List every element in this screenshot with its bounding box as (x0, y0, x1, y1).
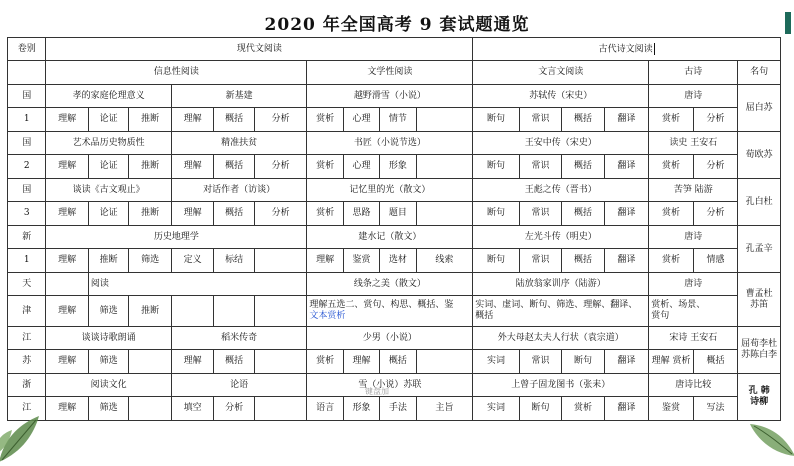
poem-text: 宋诗 王安石 (649, 327, 738, 350)
skill: 形象 (380, 155, 416, 179)
skill: 筛选 (88, 397, 128, 421)
info-text-a: 艺术品历史物质性 (46, 132, 171, 155)
wenyan-text: 王安中传（宋史） (473, 132, 649, 155)
skill: 鉴赏 (649, 397, 694, 421)
skill: 概括 (693, 350, 738, 374)
skill: 形象 (343, 397, 379, 421)
skill: 语言 (307, 397, 343, 421)
skill: 理解 (171, 108, 213, 132)
skill: 赏析 (307, 108, 343, 132)
skill: 推断 (129, 155, 171, 179)
empty-cell (171, 296, 213, 327)
skill: 断句 (473, 202, 520, 226)
skill: 常识 (519, 108, 561, 132)
skill: 概括 (562, 202, 604, 226)
table-row (8, 179, 781, 202)
skill: 分析 (693, 108, 738, 132)
skill: 线索 (416, 249, 473, 273)
skill: 理解 (46, 397, 88, 421)
region-cell: 3 (8, 202, 46, 226)
skill: 理解 (46, 202, 88, 226)
skill: 情节 (380, 108, 416, 132)
table-row (8, 327, 781, 350)
poem-text: 唐诗比较 (649, 374, 738, 397)
skill: 概括 (214, 350, 254, 374)
famous-authors: 孔白杜 (738, 179, 781, 226)
table-row (8, 202, 781, 226)
region-cell: 1 (8, 249, 46, 273)
page-title: 2020 年全国高考 9 套试题通览 (264, 15, 530, 35)
skill: 常识 (519, 350, 561, 374)
skill: 翻译 (604, 350, 649, 374)
famous-authors: 孔 韩 诗柳 (738, 374, 781, 421)
empty-cell (416, 202, 473, 226)
table-row (8, 226, 781, 249)
table-row (8, 374, 781, 397)
skill: 筛选 (88, 296, 128, 327)
skill: 推断 (129, 108, 171, 132)
skill: 翻译 (604, 202, 649, 226)
info-text-b: 对话作者（访谈） (171, 179, 307, 202)
empty-cell (254, 296, 307, 327)
region-cell: 1 (8, 108, 46, 132)
table-row (8, 108, 781, 132)
skill: 断句 (473, 249, 520, 273)
literary-text: 雪（小说）苏联 (307, 374, 473, 397)
poem-skills: 赏析、场景、 赏句 (649, 296, 738, 327)
skill: 鉴赏 (343, 249, 379, 273)
empty-cell (254, 397, 307, 421)
header-row-1 (8, 38, 781, 61)
wenyan-text: 外大母赵太夫人行状（袁宗道） (473, 327, 649, 350)
skill: 常识 (519, 202, 561, 226)
table-row (8, 132, 781, 155)
table-row (8, 350, 781, 374)
empty-cell (46, 273, 88, 296)
famous-authors: 荀欧苏 (738, 132, 781, 179)
wenyan-skills: 实词、虚词、断句、筛选、理解、翻译、 概括 (473, 296, 649, 327)
skill: 理解 (343, 350, 379, 374)
poem-header: 古诗 (649, 61, 738, 85)
text-cursor (654, 43, 655, 55)
region-cell: 国 (8, 179, 46, 202)
empty-cell (416, 350, 473, 374)
empty-cell (254, 350, 307, 374)
famous-authors: 屈白苏 (738, 85, 781, 132)
region-cell: 江 (8, 397, 46, 421)
table-row (8, 249, 781, 273)
skill: 主旨 (416, 397, 473, 421)
wenyan-text: 左光斗传（明史） (473, 226, 649, 249)
region-cell: 苏 (8, 350, 46, 374)
skill: 心理 (343, 108, 379, 132)
informational-header: 信息性阅读 (46, 61, 307, 85)
skill: 分析 (254, 108, 307, 132)
skill: 翻译 (604, 155, 649, 179)
skill: 分析 (254, 155, 307, 179)
empty-cell (254, 249, 307, 273)
info-text-a: 孝的家庭伦理意义 (46, 85, 171, 108)
table-row (8, 296, 781, 327)
skill: 理解 赏析 (649, 350, 694, 374)
skill: 翻译 (604, 397, 649, 421)
table-row (8, 155, 781, 179)
empty-cell (214, 296, 254, 327)
skill: 论证 (88, 108, 128, 132)
literary-text: 建水记（散文） (307, 226, 473, 249)
skill: 写法 (693, 397, 738, 421)
leaf-decoration-icon (730, 396, 794, 466)
skill: 理解 (46, 296, 88, 327)
skill: 实词 (473, 350, 520, 374)
skill: 概括 (214, 155, 254, 179)
literary-text: 少男（小说） (307, 327, 473, 350)
skill: 分析 (693, 155, 738, 179)
region-cell: 新 (8, 226, 46, 249)
info-text-b: 新基建 (171, 85, 307, 108)
skill: 常识 (519, 249, 561, 273)
region-cell: 浙 (8, 374, 46, 397)
empty-cell (416, 108, 473, 132)
wenyan-text: 苏轼传（宋史） (473, 85, 649, 108)
skill: 题目 (380, 202, 416, 226)
skill: 理解 (307, 249, 343, 273)
empty-cell (8, 61, 46, 85)
literary-header: 文学性阅读 (307, 61, 473, 85)
skill: 断句 (562, 350, 604, 374)
skill: 情感 (693, 249, 738, 273)
empty-cell (416, 155, 473, 179)
skill: 赏析 (307, 350, 343, 374)
skill: 概括 (562, 108, 604, 132)
skill: 概括 (562, 249, 604, 273)
skill: 理解 (171, 155, 213, 179)
literary-text: 线条之美（散文） (307, 273, 473, 296)
wenyan-text: 上曾子固龙图书（张耒） (473, 374, 649, 397)
skill: 分析 (693, 202, 738, 226)
poem-text: 苦笋 陆游 (649, 179, 738, 202)
region-cell: 津 (8, 296, 46, 327)
skill: 理解 (46, 108, 88, 132)
skill: 手法 (380, 397, 416, 421)
skill: 断句 (473, 108, 520, 132)
famous-authors: 曹孟杜 苏笛 (738, 273, 781, 327)
literary-text: 书匠（小说节选） (307, 132, 473, 155)
famous-authors: 孔孟辛 (738, 226, 781, 273)
info-text-b: 稻米传奇 (171, 327, 307, 350)
skill: 定义 (171, 249, 213, 273)
wenyan-text: 陆放翁家训序（陆游） (473, 273, 649, 296)
region-cell: 国 (8, 132, 46, 155)
info-text-b: 论语 (171, 374, 307, 397)
skill: 理解 (171, 350, 213, 374)
skill: 标结 (214, 249, 254, 273)
table-row (8, 397, 781, 421)
leaf-decoration-icon (0, 394, 64, 464)
skill: 理解 (46, 350, 88, 374)
empty-cell (129, 350, 171, 374)
literary-text: 记忆里的光（散文） (307, 179, 473, 202)
skill: 思路 (343, 202, 379, 226)
info-text-b: 精准扶贫 (171, 132, 307, 155)
region-cell: 江 (8, 327, 46, 350)
skill: 推断 (129, 296, 171, 327)
poem-text: 唐诗 (649, 85, 738, 108)
skill: 分析 (254, 202, 307, 226)
region-cell: 国 (8, 85, 46, 108)
accent-bar (785, 12, 791, 34)
skill: 赏析 (649, 249, 694, 273)
skill: 推断 (88, 249, 128, 273)
skill: 断句 (519, 397, 561, 421)
skill: 筛选 (129, 249, 171, 273)
table-row (8, 85, 781, 108)
skill: 论证 (88, 202, 128, 226)
info-text: 阅读 (88, 273, 306, 296)
skill: 心理 (343, 155, 379, 179)
skill: 断句 (473, 155, 520, 179)
watermark: 键盘加 (365, 387, 389, 396)
skill: 赏析 (649, 155, 694, 179)
poem-text: 读史 王安石 (649, 132, 738, 155)
skill: 选材 (380, 249, 416, 273)
empty-cell (129, 397, 171, 421)
skill: 赏析 (307, 155, 343, 179)
region-cell: 2 (8, 155, 46, 179)
wenyan-text: 王彪之传（晋书） (473, 179, 649, 202)
region-cell: 天 (8, 273, 46, 296)
info-text-a: 阅读文化 (46, 374, 171, 397)
skill: 概括 (214, 202, 254, 226)
skill: 赏析 (649, 202, 694, 226)
skill: 翻译 (604, 249, 649, 273)
literary-skills: 理解五选二、赏句、构思、概括、鉴 文本赏析 (307, 296, 473, 327)
exam-overview-table (7, 37, 781, 421)
region-header: 卷别 (8, 38, 46, 61)
info-text-a: 谈谈诗歌朗诵 (46, 327, 171, 350)
skill: 论证 (88, 155, 128, 179)
skill: 翻译 (604, 108, 649, 132)
classical-reading-header: 古代诗文阅读 (473, 38, 781, 61)
skill: 概括 (214, 108, 254, 132)
skill: 理解 (171, 202, 213, 226)
poem-text: 唐诗 (649, 226, 738, 249)
skill: 赏析 (307, 202, 343, 226)
skill: 分析 (214, 397, 254, 421)
info-text-a: 谈读《古文观止》 (46, 179, 171, 202)
poem-text: 唐诗 (649, 273, 738, 296)
skill: 概括 (562, 155, 604, 179)
modern-reading-header: 现代文阅读 (46, 38, 473, 61)
skill: 填空 (171, 397, 213, 421)
skill: 筛选 (88, 350, 128, 374)
literary-text: 越野滑雪（小说） (307, 85, 473, 108)
skill: 理解 (46, 155, 88, 179)
skill: 赏析 (562, 397, 604, 421)
table-row (8, 273, 781, 296)
skill: 推断 (129, 202, 171, 226)
skill: 赏析 (649, 108, 694, 132)
skill: 常识 (519, 155, 561, 179)
wenyan-header: 文言文阅读 (473, 61, 649, 85)
famous-header: 名句 (738, 61, 781, 85)
header-row-2 (8, 61, 781, 85)
skill: 理解 (46, 249, 88, 273)
skill: 概括 (380, 350, 416, 374)
famous-authors: 屈荀李杜 苏陈白李 (738, 327, 781, 374)
skill: 实词 (473, 397, 520, 421)
info-text: 历史地理学 (46, 226, 307, 249)
